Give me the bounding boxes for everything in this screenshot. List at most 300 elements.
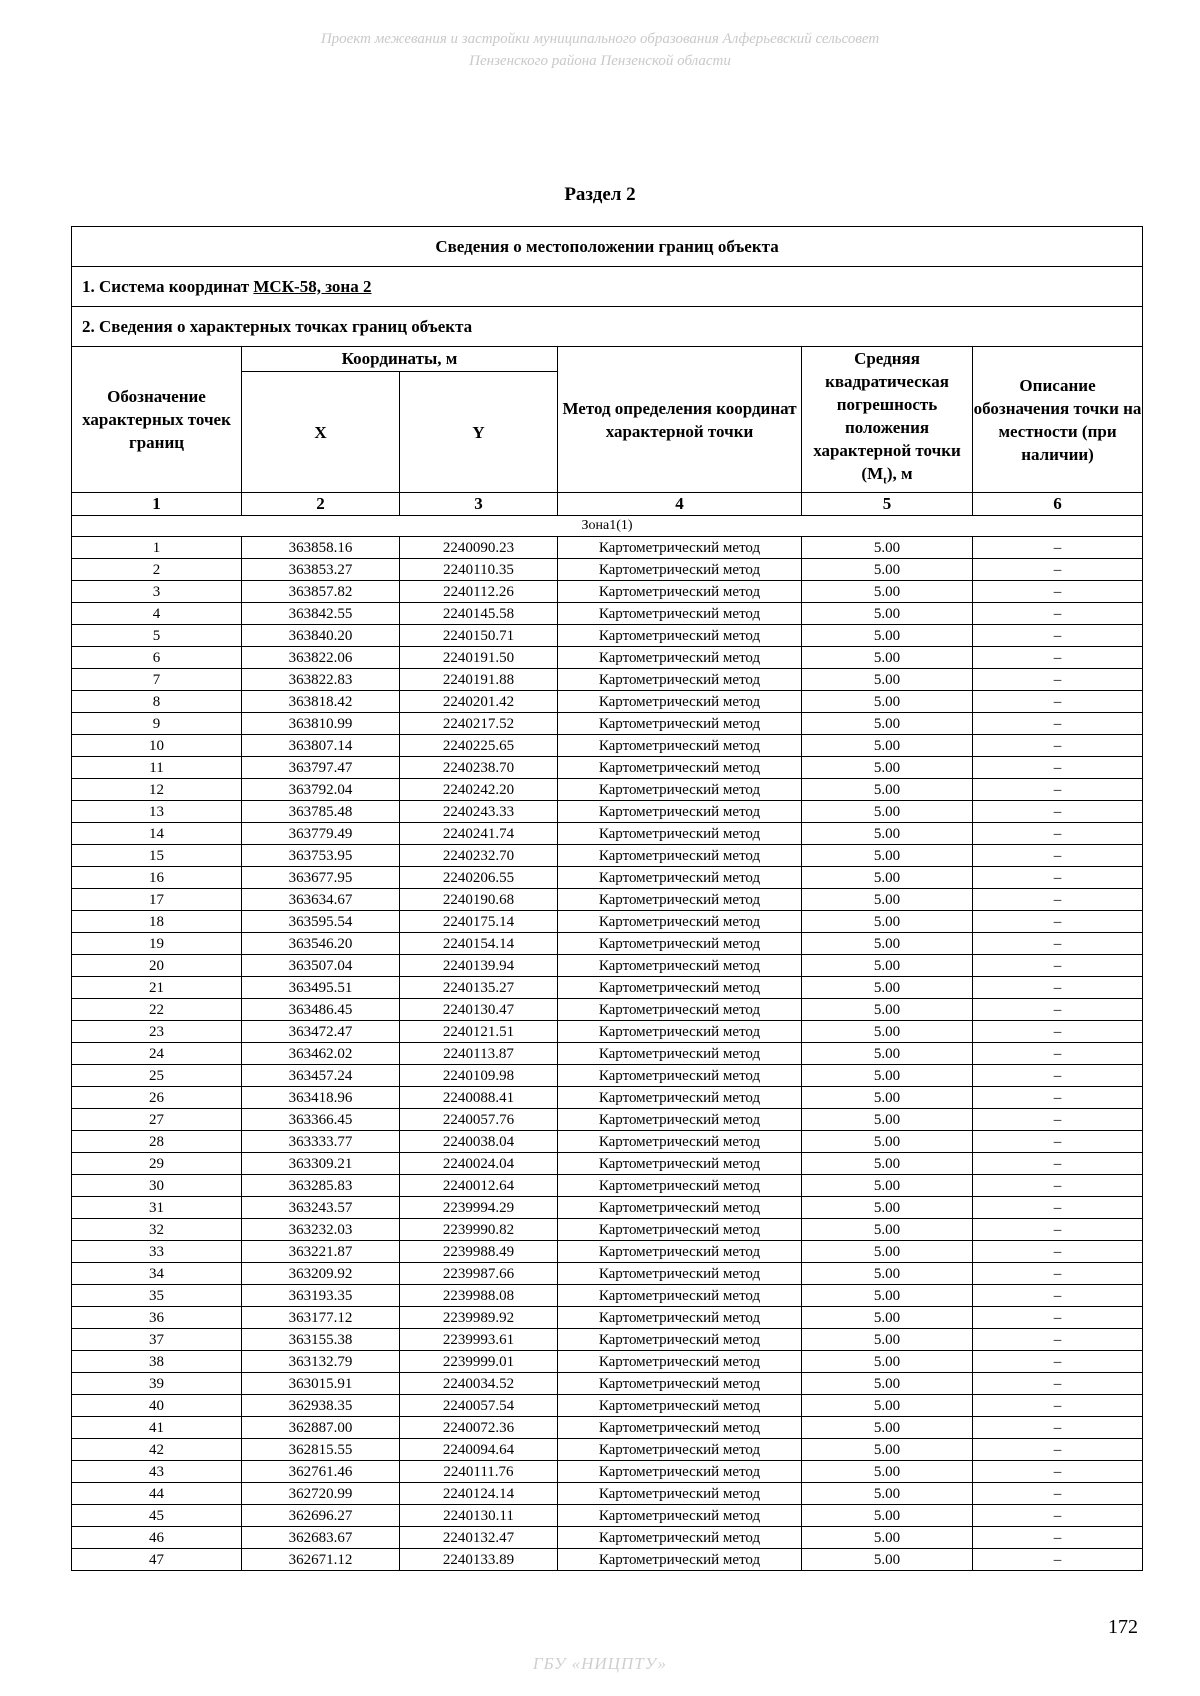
method-cell: Картометрический метод <box>558 1505 802 1527</box>
x-cell: 363810.99 <box>242 713 400 735</box>
x-cell: 363285.83 <box>242 1175 400 1197</box>
y-cell: 2239999.01 <box>400 1351 558 1373</box>
table-row <box>72 1219 1143 1241</box>
point-id-cell: 47 <box>72 1549 242 1571</box>
method-cell: Картометрический метод <box>558 713 802 735</box>
error-cell: 5.00 <box>802 801 973 823</box>
table-row <box>72 1505 1143 1527</box>
description-cell: – <box>973 1131 1143 1153</box>
description-cell: – <box>973 713 1143 735</box>
y-cell: 2240150.71 <box>400 625 558 647</box>
header-coords: Координаты, м <box>242 347 558 372</box>
x-cell: 362938.35 <box>242 1395 400 1417</box>
method-cell: Картометрический метод <box>558 1395 802 1417</box>
description-cell: – <box>973 1483 1143 1505</box>
table-row <box>72 1373 1143 1395</box>
y-cell: 2240133.89 <box>400 1549 558 1571</box>
y-cell: 2240090.23 <box>400 537 558 559</box>
y-cell: 2239988.49 <box>400 1241 558 1263</box>
x-cell: 363507.04 <box>242 955 400 977</box>
point-id-cell: 3 <box>72 581 242 603</box>
point-id-cell: 30 <box>72 1175 242 1197</box>
error-cell: 5.00 <box>802 1527 973 1549</box>
table-row <box>72 1307 1143 1329</box>
x-cell: 363822.06 <box>242 647 400 669</box>
x-cell: 363177.12 <box>242 1307 400 1329</box>
description-cell: – <box>973 1527 1143 1549</box>
method-cell: Картометрический метод <box>558 1285 802 1307</box>
point-id-cell: 34 <box>72 1263 242 1285</box>
table-row <box>72 713 1143 735</box>
point-id-cell: 41 <box>72 1417 242 1439</box>
error-cell: 5.00 <box>802 889 973 911</box>
point-id-cell: 29 <box>72 1153 242 1175</box>
x-cell: 363634.67 <box>242 889 400 911</box>
table-row <box>72 647 1143 669</box>
method-cell: Картометрический метод <box>558 1483 802 1505</box>
table-row <box>72 1329 1143 1351</box>
error-cell: 5.00 <box>802 867 973 889</box>
point-id-cell: 33 <box>72 1241 242 1263</box>
error-cell: 5.00 <box>802 603 973 625</box>
table-row <box>72 1417 1143 1439</box>
x-cell: 363818.42 <box>242 691 400 713</box>
method-cell: Картометрический метод <box>558 559 802 581</box>
y-cell: 2240191.50 <box>400 647 558 669</box>
method-cell: Картометрический метод <box>558 691 802 713</box>
table-row <box>72 1197 1143 1219</box>
header-description: Описание обозначения точки на местности (при наличии) <box>973 347 1143 493</box>
error-cell: 5.00 <box>802 625 973 647</box>
y-cell: 2240232.70 <box>400 845 558 867</box>
error-cell: 5.00 <box>802 1241 973 1263</box>
table-row <box>72 559 1143 581</box>
description-cell: – <box>973 801 1143 823</box>
table-row <box>72 1087 1143 1109</box>
x-cell: 363243.57 <box>242 1197 400 1219</box>
error-cell: 5.00 <box>802 691 973 713</box>
coord-system-label: 1. Система координат <box>82 276 250 296</box>
y-cell: 2240217.52 <box>400 713 558 735</box>
table-caption: Сведения о местоположении границ объекта <box>72 227 1143 267</box>
point-id-cell: 38 <box>72 1351 242 1373</box>
point-id-cell: 19 <box>72 933 242 955</box>
table-row <box>72 823 1143 845</box>
y-cell: 2240057.54 <box>400 1395 558 1417</box>
y-cell: 2240243.33 <box>400 801 558 823</box>
x-cell: 363495.51 <box>242 977 400 999</box>
column-number: 2 <box>242 493 400 516</box>
method-cell: Картометрический метод <box>558 801 802 823</box>
table-row <box>72 1263 1143 1285</box>
x-cell: 363797.47 <box>242 757 400 779</box>
description-cell: – <box>973 955 1143 977</box>
table-row <box>72 537 1143 559</box>
method-cell: Картометрический метод <box>558 1439 802 1461</box>
point-id-cell: 43 <box>72 1461 242 1483</box>
point-id-cell: 39 <box>72 1373 242 1395</box>
y-cell: 2240130.11 <box>400 1505 558 1527</box>
description-cell: – <box>973 559 1143 581</box>
description-cell: – <box>973 867 1143 889</box>
x-cell: 363193.35 <box>242 1285 400 1307</box>
table-row <box>72 867 1143 889</box>
method-cell: Картометрический метод <box>558 1351 802 1373</box>
error-cell: 5.00 <box>802 911 973 933</box>
table-row <box>72 999 1143 1021</box>
x-cell: 362696.27 <box>242 1505 400 1527</box>
y-cell: 2240206.55 <box>400 867 558 889</box>
coord-system-value: МСК-58, зона 2 <box>253 276 372 296</box>
description-cell: – <box>973 603 1143 625</box>
header-line-2: Пензенского района Пензенской области <box>469 53 731 69</box>
column-number: 4 <box>558 493 802 516</box>
description-cell: – <box>973 1373 1143 1395</box>
y-cell: 2239993.61 <box>400 1329 558 1351</box>
error-cell: 5.00 <box>802 977 973 999</box>
x-cell: 363853.27 <box>242 559 400 581</box>
error-cell: 5.00 <box>802 1373 973 1395</box>
point-id-cell: 12 <box>72 779 242 801</box>
y-cell: 2240154.14 <box>400 933 558 955</box>
description-cell: – <box>973 911 1143 933</box>
point-id-cell: 1 <box>72 537 242 559</box>
error-cell: 5.00 <box>802 647 973 669</box>
method-cell: Картометрический метод <box>558 625 802 647</box>
description-cell: – <box>973 933 1143 955</box>
y-cell: 2240175.14 <box>400 911 558 933</box>
x-cell: 363209.92 <box>242 1263 400 1285</box>
method-cell: Картометрический метод <box>558 889 802 911</box>
error-cell: 5.00 <box>802 1219 973 1241</box>
error-cell: 5.00 <box>802 933 973 955</box>
x-cell: 363366.45 <box>242 1109 400 1131</box>
error-cell: 5.00 <box>802 999 973 1021</box>
table-row <box>72 845 1143 867</box>
y-cell: 2240094.64 <box>400 1439 558 1461</box>
boundary-points-table <box>71 226 1143 1571</box>
error-cell: 5.00 <box>802 1439 973 1461</box>
table-row <box>72 1043 1143 1065</box>
point-id-cell: 4 <box>72 603 242 625</box>
y-cell: 2240121.51 <box>400 1021 558 1043</box>
method-cell: Картометрический метод <box>558 1175 802 1197</box>
x-cell: 362761.46 <box>242 1461 400 1483</box>
description-cell: – <box>973 1285 1143 1307</box>
error-cell: 5.00 <box>802 537 973 559</box>
column-numbers-row <box>72 493 1143 516</box>
x-cell: 363842.55 <box>242 603 400 625</box>
error-cell: 5.00 <box>802 1153 973 1175</box>
method-cell: Картометрический метод <box>558 1307 802 1329</box>
error-cell: 5.00 <box>802 955 973 977</box>
y-cell: 2240024.04 <box>400 1153 558 1175</box>
x-cell: 363309.21 <box>242 1153 400 1175</box>
method-cell: Картометрический метод <box>558 757 802 779</box>
method-cell: Картометрический метод <box>558 1373 802 1395</box>
table-row <box>72 977 1143 999</box>
y-cell: 2240124.14 <box>400 1483 558 1505</box>
y-cell: 2239988.08 <box>400 1285 558 1307</box>
error-cell: 5.00 <box>802 1175 973 1197</box>
error-cell: 5.00 <box>802 845 973 867</box>
error-cell: 5.00 <box>802 1021 973 1043</box>
description-cell: – <box>973 977 1143 999</box>
error-cell: 5.00 <box>802 1483 973 1505</box>
table-row <box>72 1131 1143 1153</box>
y-cell: 2240034.52 <box>400 1373 558 1395</box>
x-cell: 363546.20 <box>242 933 400 955</box>
method-cell: Картометрический метод <box>558 1241 802 1263</box>
y-cell: 2240088.41 <box>400 1087 558 1109</box>
point-id-cell: 21 <box>72 977 242 999</box>
x-cell: 363462.02 <box>242 1043 400 1065</box>
x-cell: 362887.00 <box>242 1417 400 1439</box>
footer: ГБУ «НИЦПТУ» <box>532 1654 668 1673</box>
x-cell: 363857.82 <box>242 581 400 603</box>
method-cell: Картометрический метод <box>558 823 802 845</box>
error-cell: 5.00 <box>802 1285 973 1307</box>
point-id-cell: 37 <box>72 1329 242 1351</box>
table-row <box>72 757 1143 779</box>
y-cell: 2240113.87 <box>400 1043 558 1065</box>
description-cell: – <box>973 1329 1143 1351</box>
error-cell: 5.00 <box>802 1043 973 1065</box>
point-id-cell: 32 <box>72 1219 242 1241</box>
table-row <box>72 669 1143 691</box>
description-cell: – <box>973 1197 1143 1219</box>
zone-label: Зона1(1) <box>72 516 1143 537</box>
section-title: Раздел 2 <box>564 184 636 205</box>
error-cell: 5.00 <box>802 559 973 581</box>
table-row <box>72 801 1143 823</box>
error-cell: 5.00 <box>802 1065 973 1087</box>
coord-system-row <box>72 267 1143 307</box>
description-cell: – <box>973 1021 1143 1043</box>
point-id-cell: 27 <box>72 1109 242 1131</box>
x-cell: 363840.20 <box>242 625 400 647</box>
point-id-cell: 18 <box>72 911 242 933</box>
description-cell: – <box>973 1219 1143 1241</box>
table-row <box>72 1241 1143 1263</box>
description-cell: – <box>973 1505 1143 1527</box>
method-cell: Картометрический метод <box>558 647 802 669</box>
header-line-1: Проект межевания и застройки муниципального образования Алферьевский сельсовет <box>320 31 880 47</box>
description-cell: – <box>973 1307 1143 1329</box>
error-cell: 5.00 <box>802 1417 973 1439</box>
table-row <box>72 1109 1143 1131</box>
x-cell: 363753.95 <box>242 845 400 867</box>
method-cell: Картометрический метод <box>558 1131 802 1153</box>
y-cell: 2240242.20 <box>400 779 558 801</box>
error-cell: 5.00 <box>802 1109 973 1131</box>
description-cell: – <box>973 581 1143 603</box>
method-cell: Картометрический метод <box>558 1549 802 1571</box>
x-cell: 363221.87 <box>242 1241 400 1263</box>
point-id-cell: 9 <box>72 713 242 735</box>
error-cell: 5.00 <box>802 713 973 735</box>
x-cell: 363785.48 <box>242 801 400 823</box>
x-cell: 362683.67 <box>242 1527 400 1549</box>
table-row <box>72 889 1143 911</box>
description-cell: – <box>973 1461 1143 1483</box>
x-cell: 363472.47 <box>242 1021 400 1043</box>
method-cell: Картометрический метод <box>558 1065 802 1087</box>
error-cell: 5.00 <box>802 1087 973 1109</box>
point-id-cell: 15 <box>72 845 242 867</box>
point-id-cell: 36 <box>72 1307 242 1329</box>
point-id-cell: 13 <box>72 801 242 823</box>
description-cell: – <box>973 1153 1143 1175</box>
table-row <box>72 1527 1143 1549</box>
column-number: 1 <box>72 493 242 516</box>
y-cell: 2240072.36 <box>400 1417 558 1439</box>
table-row <box>72 1153 1143 1175</box>
column-number: 3 <box>400 493 558 516</box>
table-row <box>72 911 1143 933</box>
description-cell: – <box>973 1549 1143 1571</box>
point-id-cell: 42 <box>72 1439 242 1461</box>
error-cell: 5.00 <box>802 1307 973 1329</box>
error-cell: 5.00 <box>802 669 973 691</box>
header-y: Y <box>400 371 558 492</box>
y-cell: 2240139.94 <box>400 955 558 977</box>
table-row <box>72 625 1143 647</box>
description-cell: – <box>973 823 1143 845</box>
x-cell: 363232.03 <box>242 1219 400 1241</box>
y-cell: 2240241.74 <box>400 823 558 845</box>
table-row <box>72 955 1143 977</box>
method-cell: Картометрический метод <box>558 1021 802 1043</box>
point-id-cell: 8 <box>72 691 242 713</box>
table-row <box>72 1285 1143 1307</box>
table-row <box>72 933 1143 955</box>
point-id-cell: 26 <box>72 1087 242 1109</box>
table-body <box>72 537 1143 1571</box>
description-cell: – <box>973 691 1143 713</box>
method-cell: Картометрический метод <box>558 1219 802 1241</box>
point-id-cell: 40 <box>72 1395 242 1417</box>
x-cell: 363333.77 <box>242 1131 400 1153</box>
table-row <box>72 1549 1143 1571</box>
y-cell: 2240135.27 <box>400 977 558 999</box>
method-cell: Картометрический метод <box>558 1329 802 1351</box>
y-cell: 2240038.04 <box>400 1131 558 1153</box>
y-cell: 2240111.76 <box>400 1461 558 1483</box>
y-cell: 2240190.68 <box>400 889 558 911</box>
point-id-cell: 24 <box>72 1043 242 1065</box>
error-cell: 5.00 <box>802 1461 973 1483</box>
x-cell: 363822.83 <box>242 669 400 691</box>
method-cell: Картометрический метод <box>558 955 802 977</box>
description-cell: – <box>973 1175 1143 1197</box>
x-cell: 362815.55 <box>242 1439 400 1461</box>
point-id-cell: 14 <box>72 823 242 845</box>
header-designation: Обозначение характерных точек границ <box>72 347 242 493</box>
x-cell: 362720.99 <box>242 1483 400 1505</box>
method-cell: Картометрический метод <box>558 999 802 1021</box>
method-cell: Картометрический метод <box>558 977 802 999</box>
description-cell: – <box>973 1263 1143 1285</box>
description-cell: – <box>973 625 1143 647</box>
y-cell: 2240238.70 <box>400 757 558 779</box>
x-cell: 363418.96 <box>242 1087 400 1109</box>
method-cell: Картометрический метод <box>558 1527 802 1549</box>
error-cell: 5.00 <box>802 1549 973 1571</box>
description-cell: – <box>973 845 1143 867</box>
x-cell: 363792.04 <box>242 779 400 801</box>
header-x: X <box>242 371 400 492</box>
y-cell: 2240057.76 <box>400 1109 558 1131</box>
table-row <box>72 1461 1143 1483</box>
description-cell: – <box>973 1395 1143 1417</box>
point-id-cell: 22 <box>72 999 242 1021</box>
y-cell: 2239994.29 <box>400 1197 558 1219</box>
y-cell: 2240112.26 <box>400 581 558 603</box>
y-cell: 2239990.82 <box>400 1219 558 1241</box>
header-method: Метод определения координат характерной точки <box>558 347 802 493</box>
table-row <box>72 1021 1143 1043</box>
method-cell: Картометрический метод <box>558 867 802 889</box>
point-id-cell: 45 <box>72 1505 242 1527</box>
table-row <box>72 603 1143 625</box>
method-cell: Картометрический метод <box>558 1461 802 1483</box>
point-id-cell: 25 <box>72 1065 242 1087</box>
point-id-cell: 31 <box>72 1197 242 1219</box>
description-cell: – <box>973 735 1143 757</box>
description-cell: – <box>973 1439 1143 1461</box>
error-cell: 5.00 <box>802 735 973 757</box>
method-cell: Картометрический метод <box>558 537 802 559</box>
x-cell: 363595.54 <box>242 911 400 933</box>
x-cell: 363807.14 <box>242 735 400 757</box>
method-cell: Картометрический метод <box>558 845 802 867</box>
y-cell: 2240109.98 <box>400 1065 558 1087</box>
description-cell: – <box>973 1351 1143 1373</box>
method-cell: Картометрический метод <box>558 1417 802 1439</box>
x-cell: 362671.12 <box>242 1549 400 1571</box>
method-cell: Картометрический метод <box>558 603 802 625</box>
point-id-cell: 23 <box>72 1021 242 1043</box>
y-cell: 2240225.65 <box>400 735 558 757</box>
method-cell: Картометрический метод <box>558 1263 802 1285</box>
table-row <box>72 1351 1143 1373</box>
y-cell: 2240145.58 <box>400 603 558 625</box>
table-row <box>72 1483 1143 1505</box>
table-row <box>72 581 1143 603</box>
description-cell: – <box>973 999 1143 1021</box>
points-label: 2. Сведения о характерных точках границ объекта <box>72 307 1143 347</box>
table-row <box>72 735 1143 757</box>
running-header <box>0 28 1200 72</box>
method-cell: Картометрический метод <box>558 1087 802 1109</box>
y-cell: 2240201.42 <box>400 691 558 713</box>
table-row <box>72 1395 1143 1417</box>
y-cell: 2240132.47 <box>400 1527 558 1549</box>
point-id-cell: 35 <box>72 1285 242 1307</box>
table-row <box>72 1439 1143 1461</box>
x-cell: 363858.16 <box>242 537 400 559</box>
table-row <box>72 691 1143 713</box>
description-cell: – <box>973 1241 1143 1263</box>
y-cell: 2239987.66 <box>400 1263 558 1285</box>
error-cell: 5.00 <box>802 1351 973 1373</box>
point-id-cell: 17 <box>72 889 242 911</box>
error-cell: 5.00 <box>802 1131 973 1153</box>
method-cell: Картометрический метод <box>558 911 802 933</box>
error-cell: 5.00 <box>802 1263 973 1285</box>
point-id-cell: 46 <box>72 1527 242 1549</box>
